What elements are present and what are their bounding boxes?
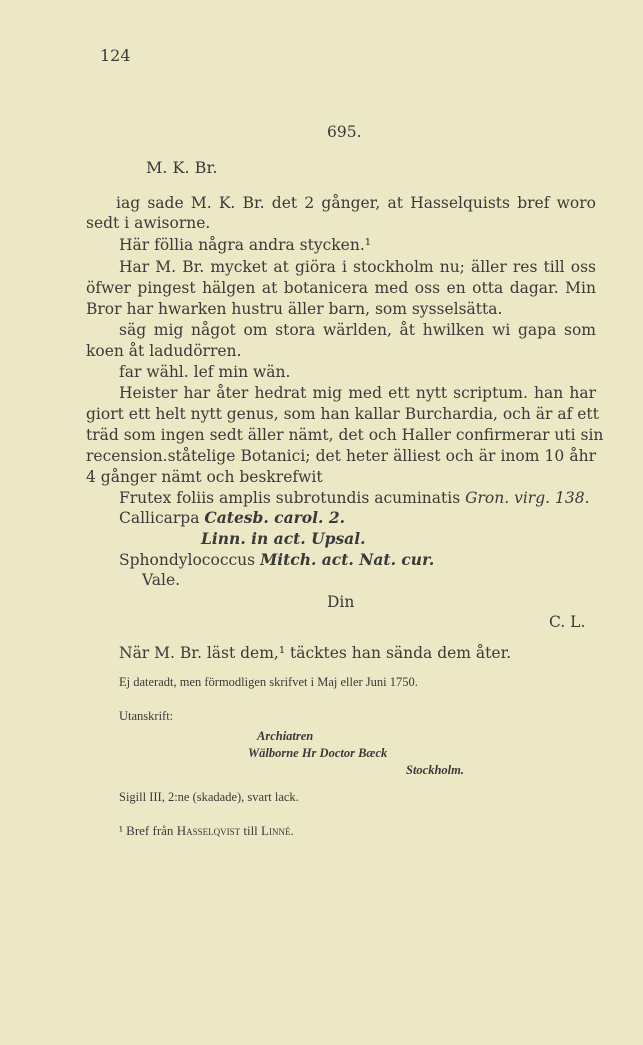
body-line: koen åt ladudörren. (86, 342, 242, 360)
body-line: Har M. Br. mycket at giöra i stockholm nu; äller res till oss (119, 258, 596, 276)
seal-note: Sigill III, 2:ne (skadade), svart lack. (119, 790, 299, 804)
body-line: Bror har hwarken hustru äller barn, som sysselsätta. (86, 300, 503, 318)
address-line: Stockholm. (406, 763, 464, 777)
body-line: recension.ståtelige Botanici; det heter älliest och är inom 10 åhr (86, 447, 596, 465)
body-line: Heister har åter hedrat mig med ett nytt scriptum. han har (119, 384, 596, 402)
botany-frutex: Frutex foliis amplis subrotundis acuminatis Gron. virg. 138. (119, 489, 590, 507)
date-note: Ej dateradt, men förmodligen skrifvet i Maj eller Juni 1750. (119, 675, 418, 689)
botany-linn-ref: Linn. in act. Upsal. (201, 529, 366, 548)
body-line: säg mig något om stora wärlden, åt hwilken wi gapa som (119, 321, 596, 339)
closing-vale: Vale. (142, 571, 181, 589)
address-line: Archiatren (257, 729, 314, 743)
body-line: öfwer pingest hälgen at botanicera med oss en otta dagar. Min (86, 279, 596, 297)
body-line: far wähl. lef min wän. (119, 363, 291, 381)
footnote: ¹ Bref från Hasselqvist till Linné. (119, 823, 294, 838)
utanskrift-label: Utanskrift: (119, 709, 174, 723)
body-line: Här föllia några andra stycken.¹ (119, 236, 371, 254)
page-number: 124 (100, 46, 131, 65)
body-line: sedt i awisorne. (86, 214, 211, 232)
after-text: När M. Br. läst dem,¹ täcktes han sända dem åter. (119, 644, 512, 662)
signature: C. L. (549, 613, 586, 631)
salutation: M. K. Br. (146, 158, 218, 177)
body-line: träd som ingen sedt äller nämt, det och Haller confirmerar uti sin (86, 426, 604, 444)
closing-din: Din (327, 593, 355, 611)
body-line: giort ett helt nytt genus, som han kallar Burchardia, och är af ett (86, 405, 599, 423)
botany-callicarpa: Callicarpa Catesb. carol. 2. (119, 508, 346, 527)
letter-number: 695. (327, 123, 362, 141)
address-line: Wälborne Hr Doctor Bæck (248, 746, 388, 760)
body-line: iag sade M. K. Br. det 2 gånger, at Hasselquists bref woro (116, 194, 596, 212)
botany-sphondylococcus: Sphondylococcus Mitch. act. Nat. cur. (119, 550, 435, 569)
body-line: 4 gånger nämt och beskrefwit (86, 468, 323, 486)
